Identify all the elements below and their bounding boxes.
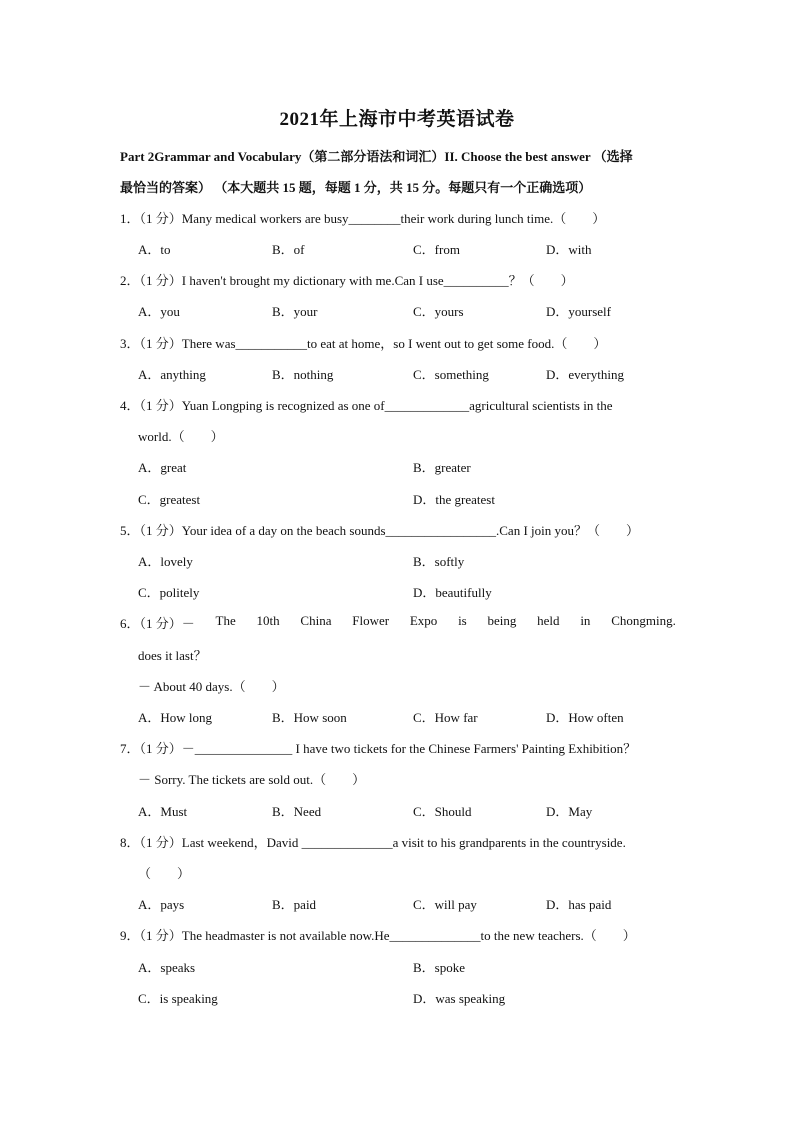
question-3-stem: 3．（1 分）There was___________to eat at home，so I went out to get some food.（ ） [120, 336, 607, 351]
question-6-reply: － About 40 days.（ ） [138, 679, 285, 694]
question-5-stem: 5．（1 分）Your idea of a day on the beach sounds_________________.Can I join you？（ ） [120, 523, 639, 538]
question-9-option-c: C．is speaking [138, 991, 218, 1006]
question-6-word: China [300, 613, 332, 628]
question-1-option-b: B．of [272, 242, 305, 257]
question-6-option-d: D．How often [546, 710, 624, 725]
question-8-stem: 8．（1 分）Last weekend，David ______________a visit to his grandparents in the countryside. [120, 835, 626, 850]
question-2-option-d: D．yourself [546, 304, 611, 319]
question-4-option-d: D．the greatest [413, 492, 495, 507]
section-heading-line-1: Part 2Grammar and Vocabulary（第二部分语法和词汇）II. Choose the best answer （选择 [120, 149, 633, 164]
question-4-option-b: B．greater [413, 460, 471, 475]
question-5-option-a: A．lovely [138, 554, 193, 569]
question-6-stem-continued: does it last？ [138, 648, 207, 663]
question-7-option-b: B．Need [272, 804, 322, 819]
question-6-option-c: C．How far [413, 710, 478, 725]
question-9-option-d: D．was speaking [413, 991, 506, 1006]
question-2-option-a: A．you [138, 304, 180, 319]
question-2-option-b: B．your [272, 304, 318, 319]
question-3-option-a: A．anything [138, 367, 206, 382]
section-heading-line-2: 最恰当的答案） （本大题共 15 题，每题 1 分，共 15 分。每题只有一个正确选项） [120, 180, 592, 195]
question-8-option-d: D．has paid [546, 897, 612, 912]
question-7-option-a: A．Must [138, 804, 188, 819]
question-3-option-c: C．something [413, 367, 489, 382]
question-1-stem: 1．（1 分）Many medical workers are busy________their work during lunch time.（ ） [120, 211, 606, 226]
question-7-stem: 7．（1 分）－_______________ I have two tickets for the Chinese Farmers' Painting Exhibition？ [120, 741, 637, 756]
question-3-option-b: B．nothing [272, 367, 334, 382]
question-8-answer-bracket: （ ） [138, 866, 191, 881]
question-6-word: being [487, 613, 517, 628]
question-4-option-c: C．greatest [138, 492, 201, 507]
question-5-option-b: B．softly [413, 554, 465, 569]
question-8-option-b: B．paid [272, 897, 317, 912]
question-7-reply: － Sorry. The tickets are sold out.（ ） [138, 772, 366, 787]
question-8-option-a: A．pays [138, 897, 185, 912]
question-6-word: Chongming. [611, 613, 676, 628]
question-6-word: 6．（1 分）－ [120, 616, 195, 631]
question-9-stem: 9．（1 分）The headmaster is not available now.He______________to the new teachers.（ ） [120, 928, 636, 943]
question-6-stem [120, 613, 676, 632]
question-6-word: in [580, 613, 591, 628]
question-3-option-d: D．everything [546, 367, 624, 382]
question-2-option-c: C．yours [413, 304, 464, 319]
question-9-option-a: A．speaks [138, 960, 196, 975]
page-title: 2021年上海市中考英语试卷 [279, 109, 515, 130]
question-8-option-c: C．will pay [413, 897, 477, 912]
question-6-word: The [215, 613, 236, 628]
question-7-option-c: C．Should [413, 804, 472, 819]
question-1-option-a: A．to [138, 242, 171, 257]
question-6-word: Flower [352, 613, 390, 628]
question-6-word: held [537, 613, 560, 628]
question-5-option-d: D．beautifully [413, 585, 492, 600]
question-6-word: Expo [409, 613, 438, 628]
question-2-stem: 2．（1 分）I haven't brought my dictionary with me.Can I use__________？（ ） [120, 273, 574, 288]
question-4-option-a: A．great [138, 460, 187, 475]
question-4-stem: 4．（1 分）Yuan Longping is recognized as one of_____________agricultural scientists in the [120, 398, 613, 413]
question-6-option-a: A．How long [138, 710, 213, 725]
question-4-stem-continued: world.（ ） [138, 429, 224, 444]
question-6-option-b: B．How soon [272, 710, 347, 725]
question-7-option-d: D．May [546, 804, 593, 819]
question-9-option-b: B．spoke [413, 960, 466, 975]
question-6-word: is [458, 613, 467, 628]
question-1-option-d: D．with [546, 242, 592, 257]
question-6-word: 10th [256, 613, 280, 628]
question-5-option-c: C．politely [138, 585, 200, 600]
question-1-option-c: C．from [413, 242, 460, 257]
